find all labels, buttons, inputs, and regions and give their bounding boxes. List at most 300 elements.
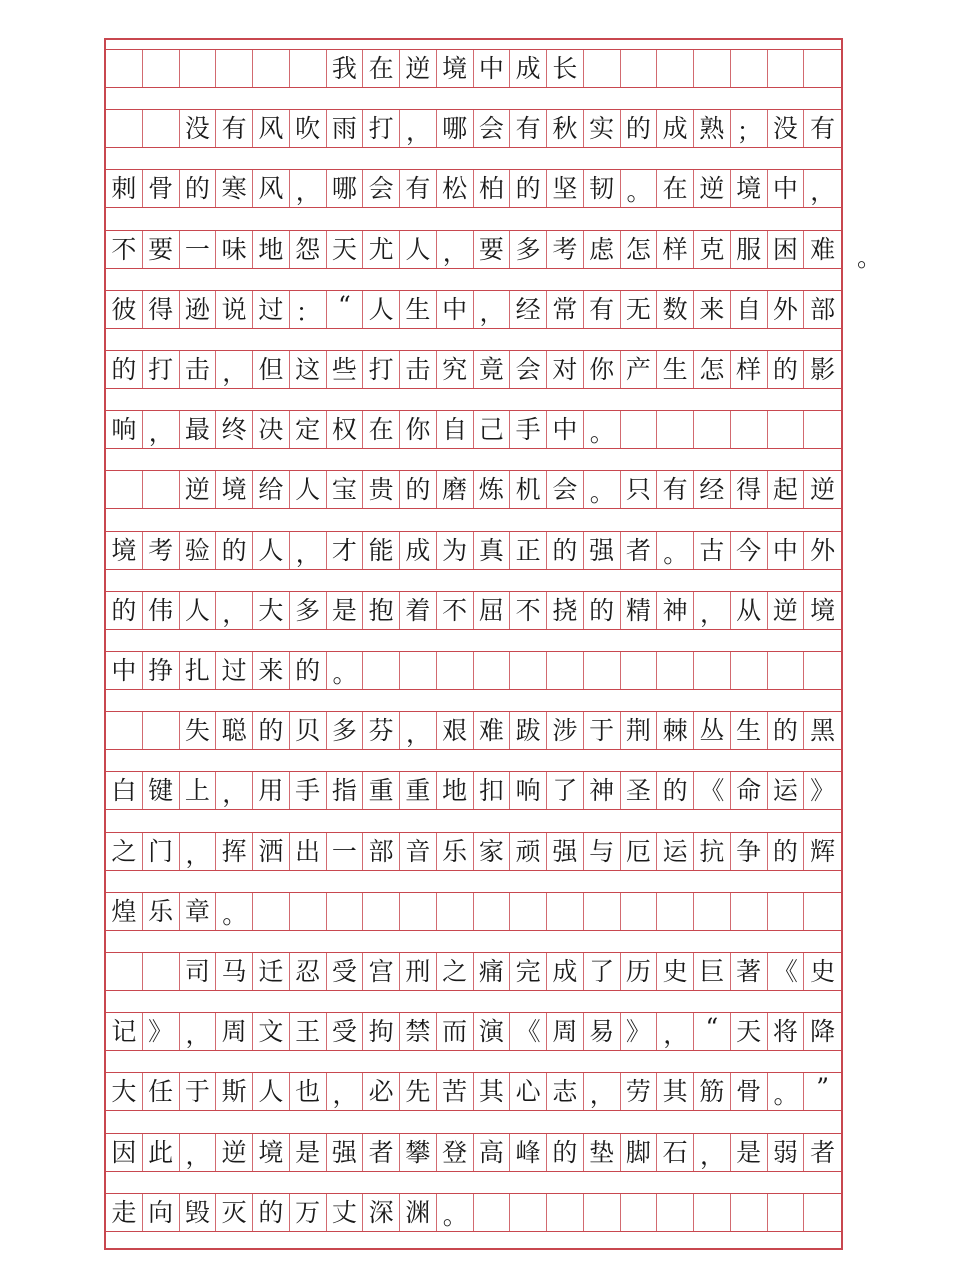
grid-cell-char: 古 [694,532,731,569]
grid-cell-char: 权 [327,411,364,448]
grid-cell-empty [437,893,474,930]
grid-cell-char: 荆 [621,712,658,749]
grid-cell-char: 的 [400,471,437,508]
grid-cell-char: 渊 [400,1194,437,1231]
grid-cell-char: 司 [180,953,217,990]
grid-cell-char: 究 [437,351,474,388]
grid-cell-char: 会 [363,170,400,207]
grid-cell-char: 骨 [731,1073,768,1110]
text-row [106,230,841,269]
grid-cell-char: 对 [547,351,584,388]
grid-cell-char: 风 [253,170,290,207]
text-row [106,1193,841,1232]
grid-cell-char: 贵 [363,471,400,508]
grid-cell-empty [143,712,180,749]
grid-cell-char: 志 [547,1073,584,1110]
grid-cell-char: 周 [216,1013,253,1050]
grid-cell-char: 涉 [547,712,584,749]
grid-cell-char: 的 [216,532,253,569]
grid-cell-char: 逆 [216,1134,253,1171]
grid-cell-char: 强 [584,532,621,569]
grid-cell-char: 了 [547,772,584,809]
grid-cell-empty [768,652,805,689]
grid-cell-char: 键 [143,772,180,809]
grid-cell-char: 磨 [437,471,474,508]
grid-cell-char: ， [290,532,327,569]
grid-cell-char: ， [216,592,253,629]
grid-cell-char: 登 [437,1134,474,1171]
grid-cell-empty [106,471,143,508]
grid-cell-char: 其 [657,1073,694,1110]
grid-cell-char: “ [694,1013,731,1050]
grid-cell-char: 垫 [584,1134,621,1171]
grid-cell-char: 一 [327,833,364,870]
grid-cell-char: 斯 [216,1073,253,1110]
grid-cell-char: 逆 [400,50,437,87]
text-row [106,470,841,509]
grid-cell-char: 刺 [106,170,143,207]
grid-cell-empty [584,893,621,930]
grid-cell-char: 》 [621,1013,658,1050]
grid-cell-char: 成 [400,532,437,569]
grid-cell-char: 巨 [694,953,731,990]
text-row [106,771,841,810]
grid-cell-char: 运 [657,833,694,870]
grid-cell-char: ， [400,110,437,147]
grid-cell-char: 击 [180,351,217,388]
grid-cell-char: 有 [510,110,547,147]
grid-cell-char: 真 [474,532,511,569]
grid-cell-empty [694,1194,731,1231]
grid-cell-char: 中 [474,50,511,87]
grid-cell-char: 用 [253,772,290,809]
grid-cell-char: 马 [216,953,253,990]
grid-cell-char: 降 [810,1017,836,1047]
grid-cell-char: 周 [547,1013,584,1050]
grid-cell-char: 成 [547,953,584,990]
grid-cell-empty [804,50,841,87]
grid-cell-char: 常 [547,291,584,328]
grid-cell-char: 乐 [437,833,474,870]
grid-cell-char: 也 [290,1073,327,1110]
grid-cell-empty [731,50,768,87]
grid-cell-char: ， [694,592,731,629]
grid-cell-char: 经 [694,471,731,508]
grid-cell-char: 之 [106,833,143,870]
grid-cell-char: 逆 [768,592,805,629]
title-row [106,49,841,88]
grid-cell-char: 石 [657,1134,694,1171]
grid-cell-char: 重 [363,772,400,809]
grid-cell-char: ， [180,833,217,870]
grid-cell-empty [694,50,731,87]
grid-cell-char: 定 [290,411,327,448]
grid-cell-char: ， [290,170,327,207]
grid-cell-char: 峰 [510,1134,547,1171]
grid-cell-char: 过 [216,652,253,689]
grid-cell-char: 天 [327,231,364,268]
grid-cell-char: 神 [657,592,694,629]
grid-cell-char: 吹 [290,110,327,147]
grid-cell-char: 没 [768,110,805,147]
grid-cell-empty [290,893,327,930]
grid-cell-char: 走 [106,1194,143,1231]
grid-cell-char: 筋 [694,1073,731,1110]
grid-cell-char: 手 [510,411,547,448]
text-row [106,651,841,690]
grid-cell-char: 韧 [584,170,621,207]
grid-cell-char: 产 [621,351,658,388]
grid-cell-char: 机 [510,471,547,508]
grid-cell-char: 这 [290,351,327,388]
grid-cell-char: 任 [143,1073,180,1110]
grid-cell-char: 我 [327,50,364,87]
grid-cell-char: 圣 [621,772,658,809]
grid-cell-char: 多 [327,712,364,749]
grid-cell-char: 人 [400,231,437,268]
grid-cell-empty [547,652,584,689]
grid-cell-char: 给 [253,471,290,508]
grid-cell-char: 了 [584,953,621,990]
grid-cell-char: 向 [143,1194,180,1231]
grid-cell-char: 多 [290,592,327,629]
grid-cell-char: ， [810,177,836,207]
grid-cell-char: 经 [510,291,547,328]
grid-cell-empty [547,1194,584,1231]
grid-cell-char: 伟 [143,592,180,629]
grid-cell-char: 味 [216,231,253,268]
grid-cell-char: 会 [510,351,547,388]
grid-cell-char: 境 [253,1134,290,1171]
grid-cell-empty [510,893,547,930]
grid-cell-char: 境 [216,471,253,508]
grid-cell-char: 抗 [694,833,731,870]
grid-cell-char: 决 [253,411,290,448]
grid-cell-char: 煌 [106,893,143,930]
grid-cell-empty [584,652,621,689]
grid-cell-char: 成 [657,110,694,147]
grid-cell-char: 只 [621,471,658,508]
grid-cell-char: 者 [621,532,658,569]
grid-cell-char: 难 [810,234,836,264]
grid-cell-char: 有 [810,114,836,144]
grid-cell-char: 。 [327,652,364,689]
grid-cell-char: 丛 [694,712,731,749]
grid-cell-char: 炼 [474,471,511,508]
grid-cell-char: 的 [547,532,584,569]
grid-cell-char: 灭 [216,1194,253,1231]
grid-cell-char: 史 [810,957,836,986]
grid-cell-char: 多 [510,231,547,268]
grid-cell-empty [143,953,180,990]
grid-cell-char: 命 [731,772,768,809]
grid-cell-char: 抱 [363,592,400,629]
grid-cell-char: ， [180,1134,217,1171]
grid-cell-char: 着 [400,592,437,629]
grid-cell-char: 人 [180,592,217,629]
grid-cell-char: 尤 [363,231,400,268]
grid-cell-char: 拘 [363,1013,400,1050]
grid-cell-char: 的 [584,592,621,629]
grid-cell-char: 运 [768,772,805,809]
grid-cell-empty [363,652,400,689]
grid-cell-char: 跋 [510,712,547,749]
grid-cell-char: 人 [253,532,290,569]
grid-cell-char: ， [216,772,253,809]
grid-cell-char: 境 [731,170,768,207]
grid-cell-char: 的 [106,592,143,629]
grid-cell-char: 辉 [810,836,836,866]
grid-cell-char: 逊 [180,291,217,328]
grid-cell-char: 响 [106,411,143,448]
grid-cell-empty [143,110,180,147]
grid-cell-char: 在 [363,411,400,448]
grid-cell-char: 迁 [253,953,290,990]
grid-cell-char: 生 [657,351,694,388]
text-row [106,350,841,389]
grid-cell-char: 。 [437,1194,474,1231]
grid-cell-char: 史 [657,953,694,990]
text-row [106,711,841,750]
grid-cell-char: 文 [253,1013,290,1050]
grid-cell-char: 柏 [474,170,511,207]
grid-cell-char: ； [731,110,768,147]
grid-cell-char: 万 [290,1194,327,1231]
text-row [106,1012,841,1051]
grid-cell-char: 风 [253,110,290,147]
grid-cell-char: 但 [253,351,290,388]
grid-cell-char: 你 [584,351,621,388]
grid-cell-char: 逆 [810,475,836,505]
grid-cell-char: 《 [694,772,731,809]
grid-cell-char: 逆 [694,170,731,207]
grid-cell-char: 有 [400,170,437,207]
grid-cell-char: 家 [474,833,511,870]
grid-cell-char: 些 [327,351,364,388]
grid-cell-char: 没 [180,110,217,147]
grid-cell-char: 难 [474,712,511,749]
grid-cell-char: ， [437,231,474,268]
grid-cell-char: 有 [584,291,621,328]
text-row [106,109,841,148]
grid-cell-char: 挠 [547,592,584,629]
grid-cell-empty [768,893,805,930]
grid-cell-char: 此 [143,1134,180,1171]
grid-cell-char: 部 [363,833,400,870]
grid-cell-char: 扎 [180,652,217,689]
grid-cell-empty [106,953,143,990]
grid-cell-char: 起 [768,471,805,508]
grid-cell-char: 打 [143,351,180,388]
grid-cell-char: 音 [400,833,437,870]
grid-cell-char: 验 [180,532,217,569]
grid-cell-char: 毁 [180,1194,217,1231]
text-row [106,892,841,931]
grid-cell-char: ， [584,1073,621,1110]
grid-cell-char: 雨 [327,110,364,147]
grid-cell-empty [106,110,143,147]
grid-cell-char: 《 [768,953,805,990]
grid-cell-char: 受 [327,1013,364,1050]
grid-cell-char: 的 [106,351,143,388]
grid-cell-char: 在 [657,170,694,207]
grid-cell-char: 成 [510,50,547,87]
grid-cell-empty [400,652,437,689]
grid-cell-char: 贝 [290,712,327,749]
grid-cell-char: 打 [363,110,400,147]
grid-cell-empty [216,50,253,87]
grid-cell-char: 最 [180,411,217,448]
grid-cell-char: 要 [143,231,180,268]
grid-cell-char: 是 [327,592,364,629]
grid-cell-char: 必 [363,1073,400,1110]
grid-cell-char: 一 [180,231,217,268]
grid-cell-char: ， [180,1013,217,1050]
grid-cell-char: 》 [143,1013,180,1050]
grid-cell-char: 聪 [216,712,253,749]
grid-cell-char: 上 [180,772,217,809]
grid-cell-char: 的 [290,652,327,689]
grid-cell-empty [621,652,658,689]
grid-cell-char: 会 [547,471,584,508]
grid-cell-char: 历 [621,953,658,990]
text-row [106,169,841,208]
grid-cell-char: 己 [474,411,511,448]
grid-cell-char: 能 [363,532,400,569]
grid-cell-empty [694,411,731,448]
grid-cell-char: 的 [768,833,805,870]
essay-grid-sheet [104,38,843,1250]
grid-cell-char: 逆 [180,471,217,508]
grid-cell-char: 外 [810,535,836,565]
grid-cell-empty [657,893,694,930]
grid-cell-char: 大 [253,592,290,629]
grid-cell-empty [657,1194,694,1231]
grid-cell-char: 易 [584,1013,621,1050]
grid-cell-char: 天 [731,1013,768,1050]
grid-cell-char: 。 [621,170,658,207]
grid-cell-char: 虑 [584,231,621,268]
grid-cell-empty [290,50,327,87]
grid-cell-empty [621,50,658,87]
grid-cell-char: 于 [180,1073,217,1110]
text-row [106,832,841,871]
grid-cell-char: 击 [400,351,437,388]
grid-cell-char: 今 [731,532,768,569]
grid-cell-char: 困 [768,231,805,268]
grid-cell-char: 中 [768,532,805,569]
grid-cell-char: 从 [731,592,768,629]
grid-cell-char: 在 [363,50,400,87]
grid-cell-char: 会 [474,110,511,147]
grid-cell-char: 人 [253,1073,290,1110]
grid-cell-char: 坚 [547,170,584,207]
grid-cell-empty [621,893,658,930]
grid-cell-char: 熟 [694,110,731,147]
grid-cell-char: 先 [400,1073,437,1110]
grid-cell-char: ， [694,1134,731,1171]
grid-cell-char: 影 [810,355,836,384]
grid-cell-char: 洒 [253,833,290,870]
grid-cell-char: 失 [180,712,217,749]
grid-cell-char: 来 [253,652,290,689]
text-row [106,952,841,991]
text-row [106,531,841,570]
grid-cell-empty [657,652,694,689]
grid-cell-char: 于 [584,712,621,749]
grid-cell-empty [547,893,584,930]
grid-cell-char: 自 [437,411,474,448]
margin-period-mark: 。 [857,242,883,272]
grid-cell-char: 》 [810,776,836,806]
grid-cell-char: 的 [768,351,805,388]
grid-cell-char: 终 [216,411,253,448]
grid-cell-char: 正 [510,532,547,569]
grid-cell-empty [804,1194,841,1231]
grid-cell-char: 你 [400,411,437,448]
grid-cell-char: 顽 [510,833,547,870]
grid-cell-empty [474,1194,511,1231]
grid-cell-char: 数 [657,291,694,328]
grid-cell-char: 者 [810,1137,836,1167]
grid-cell-char: 中 [547,411,584,448]
grid-cell-char: 神 [584,772,621,809]
grid-cell-char: 才 [327,532,364,569]
grid-cell-char: 寒 [216,170,253,207]
grid-cell-char: ， [327,1073,364,1110]
grid-cell-empty [437,652,474,689]
grid-cell-char: 长 [547,50,584,87]
grid-cell-char: 。 [584,471,621,508]
grid-cell-char: 中 [106,652,143,689]
grid-cell-char: 考 [547,231,584,268]
grid-cell-empty [804,652,841,689]
grid-cell-char: 挣 [143,652,180,689]
grid-cell-char: 《 [510,1013,547,1050]
grid-cell-char: 境 [437,50,474,87]
grid-cell-char: 宫 [363,953,400,990]
grid-cell-char: 忍 [290,953,327,990]
grid-cell-char: 地 [253,231,290,268]
grid-cell-char: 记 [106,1013,143,1050]
grid-cell-char: 中 [437,291,474,328]
grid-cell-empty [731,411,768,448]
grid-cell-char: 痛 [474,953,511,990]
grid-cell-char: 者 [363,1134,400,1171]
grid-cell-char: 样 [731,351,768,388]
grid-cell-empty [768,411,805,448]
grid-cell-char: 重 [400,772,437,809]
grid-cell-empty [327,893,364,930]
grid-cell-empty [731,893,768,930]
grid-cell-char: 地 [437,772,474,809]
grid-cell-char: 。 [768,1073,805,1110]
grid-cell-char: 得 [731,471,768,508]
grid-cell-char: 精 [621,592,658,629]
grid-cell-char: 攀 [400,1134,437,1171]
grid-cell-empty [584,50,621,87]
text-row [106,1133,841,1172]
grid-cell-char: 得 [143,291,180,328]
grid-cell-char: 劳 [621,1073,658,1110]
grid-cell-char: 挥 [216,833,253,870]
grid-cell-char: 响 [510,772,547,809]
grid-cell-char: 境 [106,532,143,569]
grid-cell-empty [694,893,731,930]
grid-cell-char: 出 [290,833,327,870]
grid-cell-char: 指 [327,772,364,809]
grid-cell-char: 中 [768,170,805,207]
